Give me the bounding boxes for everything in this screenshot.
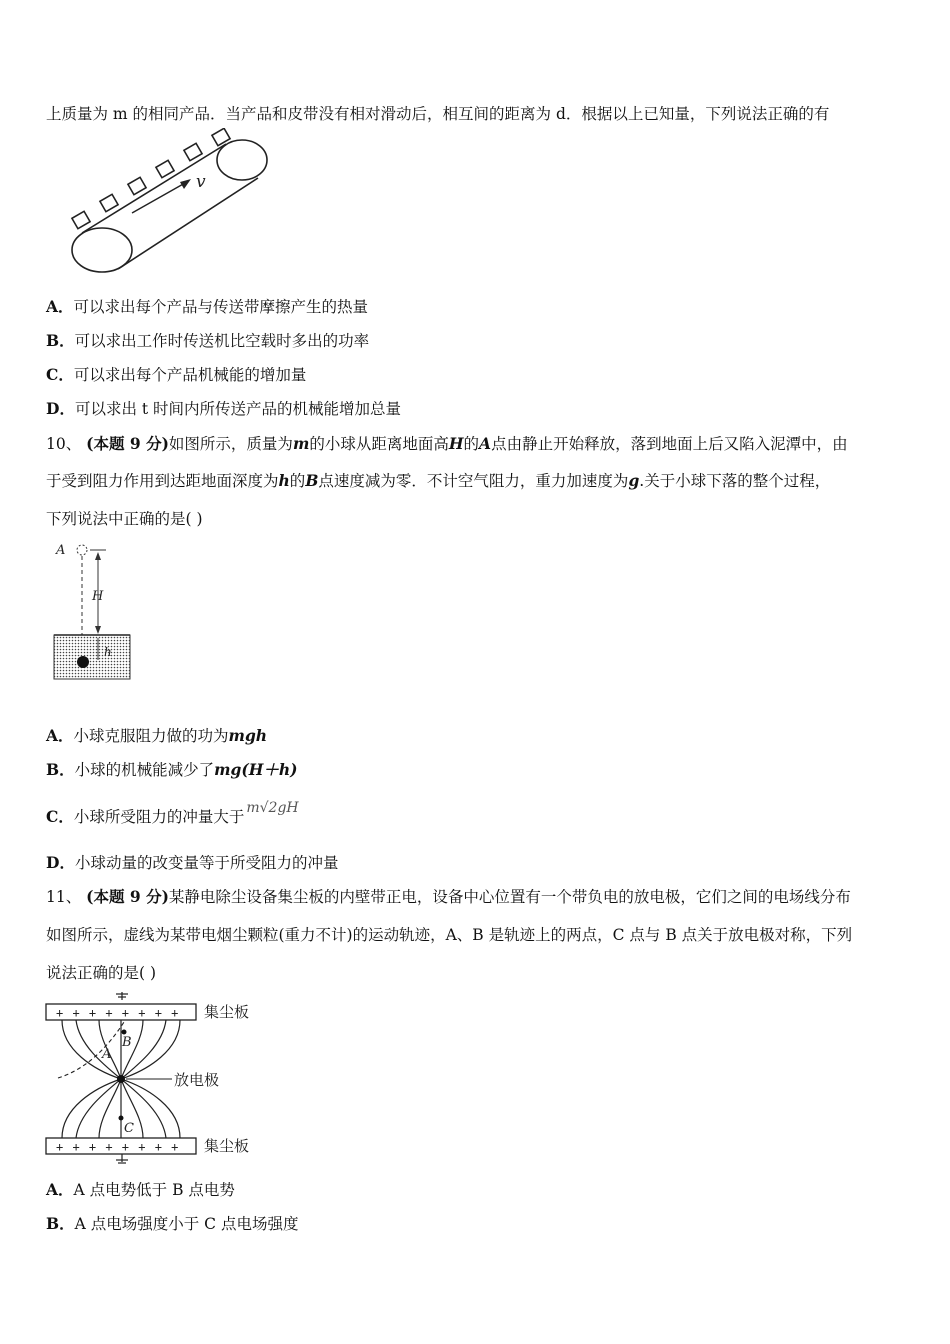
option-text: 小球动量的改变量等于所受阻力的冲量 [74,854,339,872]
q11-stem-line3: 说法正确的是( ) [46,964,157,982]
stem-text: 如图所示，质量为 [168,435,293,453]
q11-option-a [46,1178,235,1200]
option-text: 可以求出每个产品与传送带摩擦产生的热量 [73,298,369,316]
option-label: A． [46,1180,74,1199]
q10-stem-line3: 下列说法中正确的是( ) [46,510,203,528]
option-math: m√2gH [246,800,299,816]
option-text: A 点电场强度小于 C 点电场强度 [74,1215,299,1233]
stem-text: 的小球从距离地面高 [309,435,449,453]
ball-b [77,656,89,668]
q10-stem-line1 [46,432,848,454]
q10-option-c [46,800,299,827]
var-g: g [628,471,640,490]
q10-option-a [46,724,267,746]
option-label: C． [46,807,74,826]
q11-stem-line1 [46,885,851,907]
question-number: 10、 [46,435,82,453]
q10-option-d [46,851,338,873]
option-label: A． [46,726,74,745]
stem-text: 的 [289,472,306,490]
var-B: B [305,471,319,490]
option-text: 可以求出工作时传送机比空载时多出的功率 [74,332,370,350]
var-H: H [448,434,464,453]
top-plate-label: 集尘板 [204,1003,250,1021]
point-b-label: B [122,1035,132,1050]
ball-drop-figure [50,540,140,685]
var-m: m [292,434,310,453]
var-h: h [278,471,290,490]
option-label: D． [46,853,75,872]
option-text: 小球所受阻力的冲量大于 [73,808,245,826]
option-label: B． [46,331,75,350]
option-math: mg(H＋h) [214,760,298,779]
option-label: D． [46,399,75,418]
top-plus-signs: + + + + + + + + [56,1006,180,1020]
point-a-label: A [102,1047,112,1062]
stem-text: .关于小球下落的整个过程， [639,472,831,490]
q11-option-b [46,1212,298,1234]
stem-text: 的 [463,435,480,453]
point-a-label: A [56,543,66,558]
option-label: B． [46,1214,75,1233]
electrode-label: 放电极 [174,1071,220,1089]
point-c-label: C [124,1121,134,1136]
option-text: 小球克服阻力做的功为 [73,727,229,745]
bottom-plus-signs: + + + + + + + + [56,1140,180,1154]
stem-text: 于受到阻力作用到达距地面深度为 [46,472,279,490]
option-math: mgh [228,726,268,745]
option-label: B． [46,760,75,779]
stem-text: 点速度减为零．不计空气阻力，重力加速度为 [318,472,629,490]
electrostatic-precipitator-figure [44,990,284,1170]
bottom-plate-label: 集尘板 [204,1137,250,1155]
q9-option-a [46,295,368,317]
question-score: (本题 9 分) [86,887,169,906]
option-text: A 点电势低于 B 点电势 [73,1181,235,1199]
conveyor-belt-figure [60,128,280,278]
stem-text: 点由静止开始释放，落到地面上后又陷入泥潭中，由 [491,435,848,453]
option-text: 可以求出每个产品机械能的增加量 [73,366,307,384]
mud-ground [54,635,130,679]
q9-option-c [46,363,306,385]
option-text: 小球的机械能减少了 [74,761,215,779]
option-text: 可以求出 t 时间内所传送产品的机械能增加总量 [74,400,402,418]
velocity-label: v [196,172,206,192]
question-score: (本题 9 分) [86,434,169,453]
question-number: 11、 [46,888,82,906]
depth-h-label: h [104,645,112,659]
q9-option-b [46,329,369,351]
stem-text: 某静电除尘设备集尘板的内壁带正电，设备中心位置有一个带负电的放电极，它们之间的电场线分布 [168,888,851,906]
intro-line: 上质量为 m 的相同产品．当产品和皮带没有相对滑动后，相互间的距离为 d．根据以上已知量，下列说法正确的有 [46,105,830,123]
height-H-label: H [92,589,104,604]
q10-stem-line2 [46,469,830,491]
option-label: A． [46,297,74,316]
q10-option-b [46,758,297,780]
q9-option-d [46,397,401,419]
upper-roller [217,140,267,180]
var-A: A [479,434,492,453]
option-label: C． [46,365,74,384]
q11-stem-line2: 如图所示，虚线为某带电烟尘颗粒(重力不计)的运动轨迹，A、B 是轨迹上的两点，C 点与 B 点关于放电极对称，下列 [46,926,853,944]
discharge-electrode [117,1075,125,1083]
